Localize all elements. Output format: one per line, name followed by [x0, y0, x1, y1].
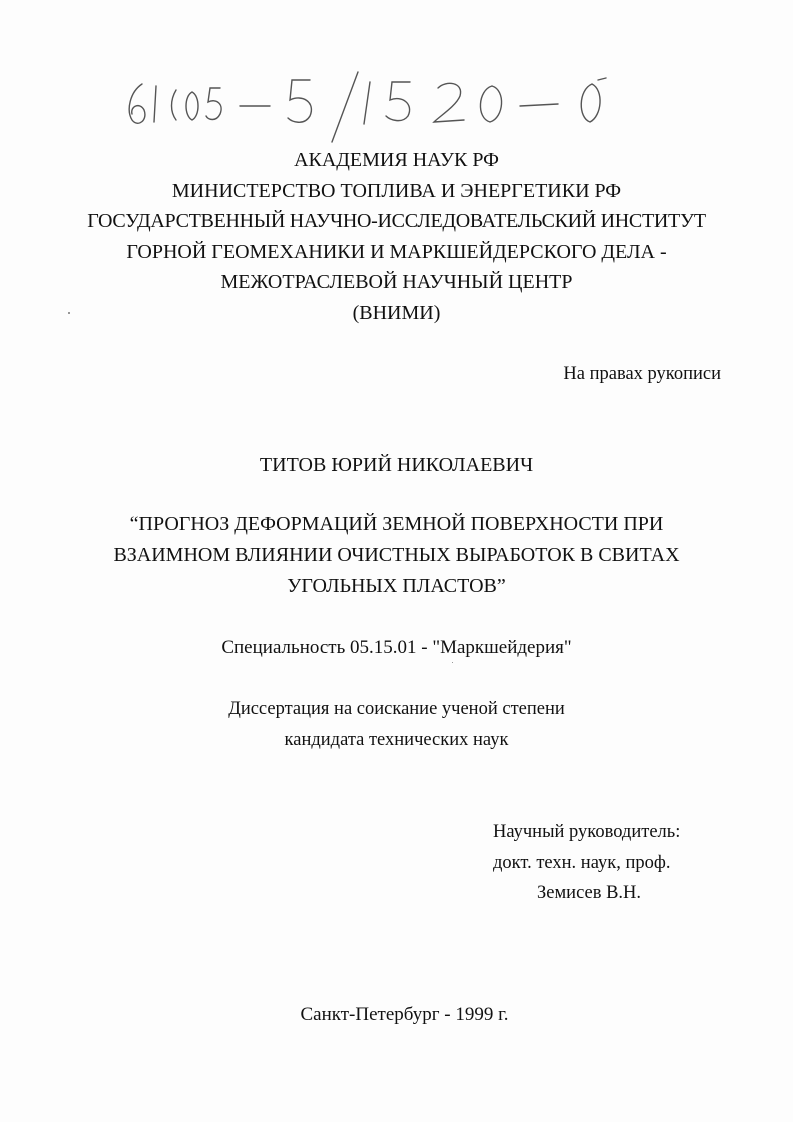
rights-note: На правах рукописи	[563, 364, 721, 384]
header-line-geomechanics: ГОРНОЙ ГЕОМЕХАНИКИ И МАРКШЕЙДЕРСКОГО ДЕЛА -	[126, 241, 667, 263]
scan-speck	[68, 312, 70, 314]
author-name: ТИТОВ ЮРИЙ НИКОЛАЕВИЧ	[259, 454, 534, 476]
title-line-1: “ПРОГНОЗ ДЕФОРМАЦИЙ ЗЕМНОЙ ПОВЕРХНОСТИ ПРИ	[129, 513, 664, 535]
degree-line-2: кандидата технических наук	[284, 730, 509, 750]
supervisor-title: докт. техн. наук, проф.	[493, 853, 671, 873]
header-line-center: МЕЖОТРАСЛЕВОЙ НАУЧНЫЙ ЦЕНТР	[220, 271, 573, 293]
handwritten-stamp-drawing	[120, 62, 640, 152]
scan-speck	[452, 662, 453, 663]
title-line-2: ВЗАИМНОМ ВЛИЯНИИ ОЧИСТНЫХ ВЫРАБОТОК В СВИТАХ	[113, 544, 680, 566]
header-line-academy: АКАДЕМИЯ НАУК РФ	[294, 149, 499, 171]
header-line-ministry: МИНИСТЕРСТВО ТОПЛИВА И ЭНЕРГЕТИКИ РФ	[171, 180, 622, 202]
handwritten-stamp	[120, 62, 640, 152]
degree-line-1: Диссертация на соискание ученой степени	[228, 699, 565, 719]
supervisor-name: Земисев В.Н.	[537, 883, 642, 903]
supervisor-label: Научный руководитель:	[493, 822, 681, 842]
place-and-year: Санкт-Петербург - 1999 г.	[300, 1004, 509, 1025]
title-line-3: УГОЛЬНЫХ ПЛАСТОВ”	[287, 575, 506, 597]
header-line-acronym: (ВНИМИ)	[352, 302, 441, 324]
specialty: Специальность 05.15.01 - "Маркшейдерия"	[221, 637, 572, 658]
header-line-institute: ГОСУДАРСТВЕННЫЙ НАУЧНО-ИССЛЕДОВАТЕЛЬСКИЙ ИНСТИТУТ	[87, 210, 706, 232]
